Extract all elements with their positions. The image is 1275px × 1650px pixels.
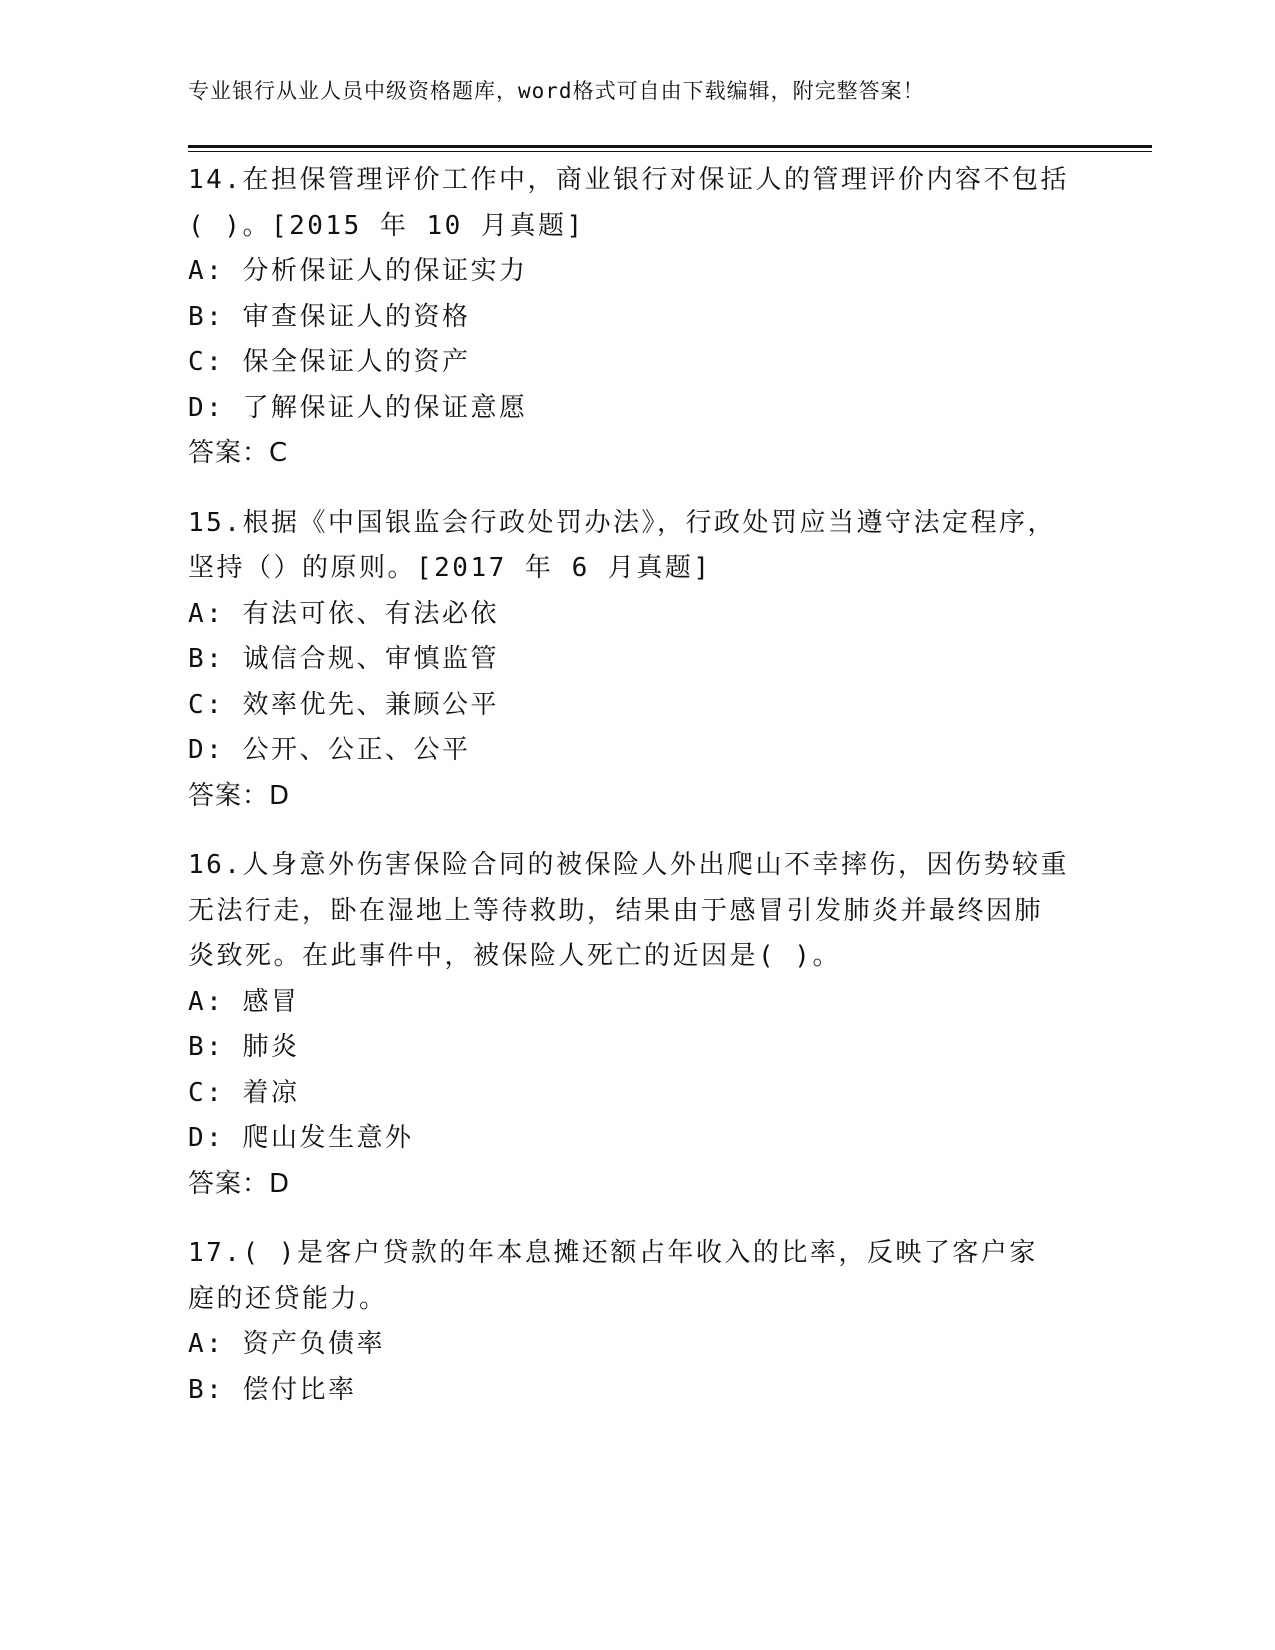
option-a: A: 有法可依、有法必依 bbox=[188, 598, 499, 629]
option-d: D: 了解保证人的保证意愿 bbox=[188, 392, 528, 423]
question-16 bbox=[188, 843, 1088, 1207]
option-b: B: 审查保证人的资格 bbox=[188, 301, 471, 332]
question-stem-line: 庭的还贷能力。 bbox=[188, 1283, 388, 1314]
option-a: A: 分析保证人的保证实力 bbox=[188, 256, 528, 286]
option-b: B: 偿付比率 bbox=[188, 1374, 357, 1405]
header-rule-thick bbox=[188, 145, 1152, 148]
header-rule-thin bbox=[188, 151, 1152, 152]
question-stem-line: 17.( )是客户贷款的年本息摊还额占年收入的比率，反映了客户家 bbox=[188, 1238, 1038, 1268]
option-c: C: 保全保证人的资产 bbox=[188, 347, 471, 377]
question-stem-line: 炎致死。在此事件中，被保险人死亡的近因是( )。 bbox=[188, 941, 841, 971]
question-stem-line: 无法行走，卧在湿地上等待救助，结果由于感冒引发肺炎并最终因肺 bbox=[188, 895, 1044, 926]
question-14 bbox=[188, 158, 1088, 477]
option-d: D: 公开、公正、公平 bbox=[188, 735, 471, 765]
answer-label: 答案：C bbox=[188, 438, 289, 468]
option-b: B: 诚信合规、审慎监管 bbox=[188, 644, 499, 674]
option-a: A: 感冒 bbox=[188, 986, 300, 1017]
question-15 bbox=[188, 501, 1088, 820]
question-list bbox=[188, 158, 1088, 1437]
option-b: B: 肺炎 bbox=[188, 1032, 300, 1062]
page-header: 专业银行从业人员中级资格题库，word格式可自由下载编辑，附完整答案！ bbox=[188, 79, 925, 103]
question-stem-line: ( )。[2015 年 10 月真题] bbox=[188, 210, 585, 241]
question-stem-line: 坚持（）的原则。[2017 年 6 月真题] bbox=[188, 553, 712, 583]
option-a: A: 资产负债率 bbox=[188, 1329, 385, 1359]
question-stem-line: 14.在担保管理评价工作中，商业银行对保证人的管理评价内容不包括 bbox=[188, 165, 1069, 195]
option-d: D: 爬山发生意外 bbox=[188, 1123, 414, 1153]
question-17 bbox=[188, 1231, 1088, 1413]
question-stem-line: 15.根据《中国银监会行政处罚办法》，行政处罚应当遵守法定程序， bbox=[188, 507, 1056, 538]
answer-label: 答案：D bbox=[188, 1168, 291, 1199]
answer-label: 答案：D bbox=[188, 780, 291, 811]
option-c: C: 效率优先、兼顾公平 bbox=[188, 689, 499, 720]
question-stem-line: 16.人身意外伤害保险合同的被保险人外出爬山不幸摔伤，因伤势较重 bbox=[188, 850, 1069, 880]
option-c: C: 着凉 bbox=[188, 1077, 300, 1108]
